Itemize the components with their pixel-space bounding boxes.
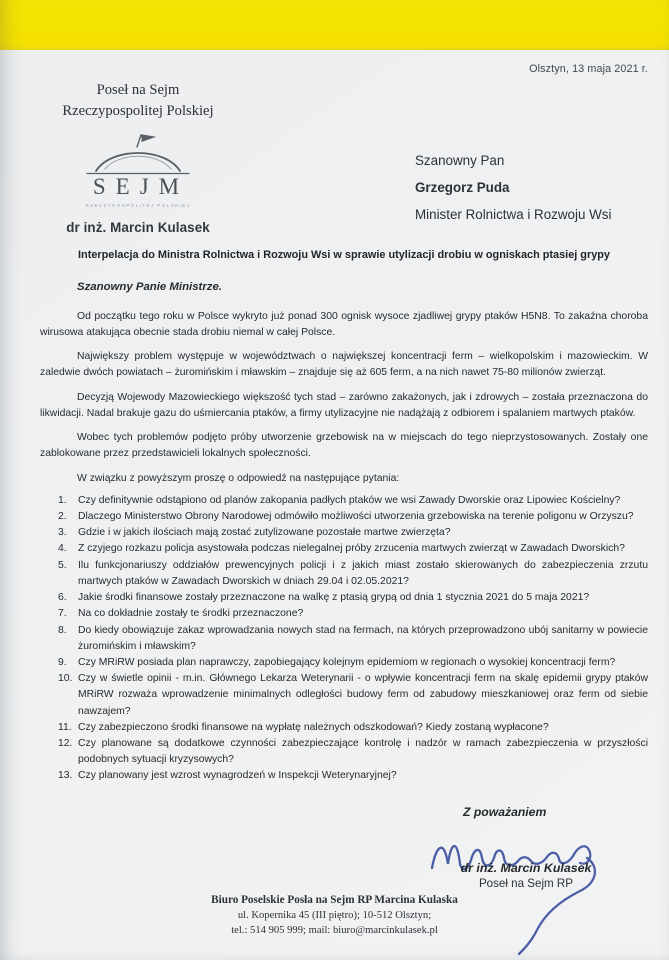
question-number: 6. — [58, 592, 67, 604]
question-item — [58, 655, 648, 671]
deputy-title-line2: Rzeczypospolitej Polskiej — [62, 103, 214, 120]
question-item — [58, 541, 648, 557]
letter-subject: Interpelacja do Ministra Rolnictwa i Rozwoju Wsi w sprawie utylizacji drobiu w ogniskach ptasiej grypy — [78, 249, 610, 261]
question-number: 5. — [58, 559, 67, 571]
question-item — [58, 509, 648, 525]
question-item — [58, 590, 648, 606]
question-item — [58, 768, 648, 784]
questions-list — [40, 493, 648, 785]
office-footer — [0, 893, 669, 938]
question-item — [58, 720, 648, 736]
signer-role: Poseł na Sejm RP — [478, 877, 574, 890]
addressee-block — [415, 147, 611, 228]
signer-name: dr inż. Marcin Kulasek — [460, 861, 592, 875]
paragraph: Od początku tego roku w Polsce wykryto już ponad 300 ognisk wysoce zjadliwej grypy ptaków H5N8. To zakaźna choroba wirusowa atakująca obecnie stada drobiu niemal w całej Polsce. — [40, 310, 648, 338]
paragraph: Największy problem występuje w województwach o największej koncentracji ferm – wielkopolskim i mazowieckim. W zaledwie dwóch powiatach – żuromińskim i mławskim – znajduje się aż 605 ferm, a na nich nawet 75-80 milionów zwierząt. — [40, 351, 648, 379]
office-name: Biuro Poselskie Posła na Sejm RP Marcina Kulaska — [211, 894, 458, 906]
sejm-dome-logo — [63, 130, 213, 212]
deputy-name: dr inż. Marcin Kulasek — [66, 220, 210, 236]
sejm-logo-subtext: RZECZYPOSPOLITEJ POLSKIEJ — [85, 203, 191, 209]
addressee-salutation: Szanowny Pan — [415, 153, 505, 168]
paragraph: Decyzją Wojewody Mazowieckiego większość tych stad – zarówno zakażonych, jak i zdrowych – została przeznaczona do likwidacji. Nadal brakuje gazu do uśmiercania ptaków, a firmy utylizacyjne nie nadążają z odbiorem i spalaniem martwych ptaków. — [40, 391, 648, 419]
question-item — [58, 606, 648, 622]
question-text: Czy zabezpieczono środki finansowe na wypłatę należnych odszkodowań? Kiedy zostaną wypłacone? — [78, 721, 549, 733]
question-text: Czy MRiRW posiada plan naprawczy, zapobiegający kolejnym epidemiom w regionach o wysokiej koncentracji ferm? — [78, 656, 616, 668]
question-text: Jakie środki finansowe zostały przeznaczone na walkę z ptasią grypą od dnia 1 stycznia 2021 do 5 maja 2021? — [78, 592, 590, 604]
valediction: Z poważaniem — [463, 805, 547, 819]
date-line: Olsztyn, 13 maja 2021 r. — [529, 63, 648, 75]
question-text: Gdzie i w jakich ilościach mają zostać zutylizowane pozostałe martwe zwierzęta? — [78, 527, 451, 539]
question-item — [58, 525, 648, 541]
question-text: Z czyjego rozkazu policja asystowała podczas nielegalnej próby zrzucenia martwych zwierząt w Zawadach Dworskich? — [78, 543, 625, 555]
question-text: Dlaczego Ministerstwo Obrony Narodowej odmówiło możliwości utworzenia grzebowiska na terenie poligonu w Orzyszu? — [78, 510, 634, 522]
question-number: 10. — [58, 673, 73, 685]
question-text: Czy planowane są dodatkowe czynności zabezpieczające kontrolę i nadzór w ramach zabezpieczenia w przyszłości podobnych sytuacji kryzysowych? — [78, 738, 648, 766]
question-number: 7. — [58, 608, 67, 620]
question-text: Czy planowany jest wzrost wynagrodzeń w Inspekcji Weterynaryjnej? — [78, 770, 397, 782]
question-number: 2. — [58, 510, 67, 522]
question-number: 11. — [58, 721, 72, 733]
question-text: Do kiedy obowiązuje zakaz wprowadzania nowych stad na fermach, na których przeprowadzono ubój sanitarny w powiecie żuromińskim i mławskim? — [78, 624, 648, 652]
office-address: ul. Kopernika 45 (III piętro); 10-512 Olsztyn; — [237, 910, 432, 921]
question-text: Na co dokładnie zostały te środki przeznaczone? — [78, 608, 304, 620]
question-item — [58, 493, 648, 509]
question-number: 3. — [58, 527, 67, 539]
question-item — [58, 558, 648, 590]
question-text: Ilu funkcjonariuszy oddziałów prewencyjnych policji i z jakich miast zostało skierowanych do zabezpieczenia zrzutu martwych ptaków w Zawadach Dworskich w dniach 29.04 i 02.05.2021? — [78, 559, 648, 587]
question-item — [58, 736, 648, 768]
signer-block — [428, 861, 624, 890]
question-item — [58, 671, 648, 720]
addressee-name: Grzegorz Puda — [415, 180, 510, 195]
question-text: Czy definitywnie odstąpiono od planów zakopania padłych ptaków we wsi Zawady Dworskie oraz Lipowiec Kościelny? — [78, 494, 621, 506]
letter-body — [40, 247, 648, 785]
paragraph: Wobec tych problemów podjęto próby utworzenie grzebowisk na w miejscach do tego nieprzystosowanych. Zostały one zablokowane przez przedstawicieli lokalnych społeczności. — [40, 432, 648, 460]
question-text: Czy w świetle opinii - m.in. Głównego Lekarza Weterynarii - o wpływie koncentracji ferm na skalę epidemii grypy ptaków MRiRW rozważa wprowadzenie minimalnych odległości budowy ferm od zabudowy mieszkaniowej oraz ferm od siebie nawzajem? — [78, 673, 648, 717]
question-number: 1. — [58, 494, 67, 506]
questions-intro: W związku z powyższym proszę o odpowiedź na następujące pytania: — [77, 472, 400, 484]
question-number: 13. — [58, 770, 73, 782]
letter-greeting: Szanowny Panie Ministrze. — [77, 281, 222, 293]
sejm-logo-text: SEJM — [92, 174, 190, 200]
question-number: 8. — [58, 624, 67, 636]
question-number: 9. — [58, 656, 67, 668]
addressee-role: Minister Rolnictwa i Rozwoju Wsi — [415, 207, 612, 222]
deputy-title-line1: Poseł na Sejm — [96, 82, 180, 98]
deputy-title — [28, 80, 248, 122]
sender-block — [28, 80, 248, 235]
office-contact: tel.: 514 905 999; mail: biuro@marcinkulasek.pl — [231, 925, 438, 936]
question-number: 4. — [58, 543, 67, 555]
question-item — [58, 623, 648, 655]
question-number: 12. — [58, 738, 73, 750]
yellow-top-banner — [0, 0, 669, 50]
